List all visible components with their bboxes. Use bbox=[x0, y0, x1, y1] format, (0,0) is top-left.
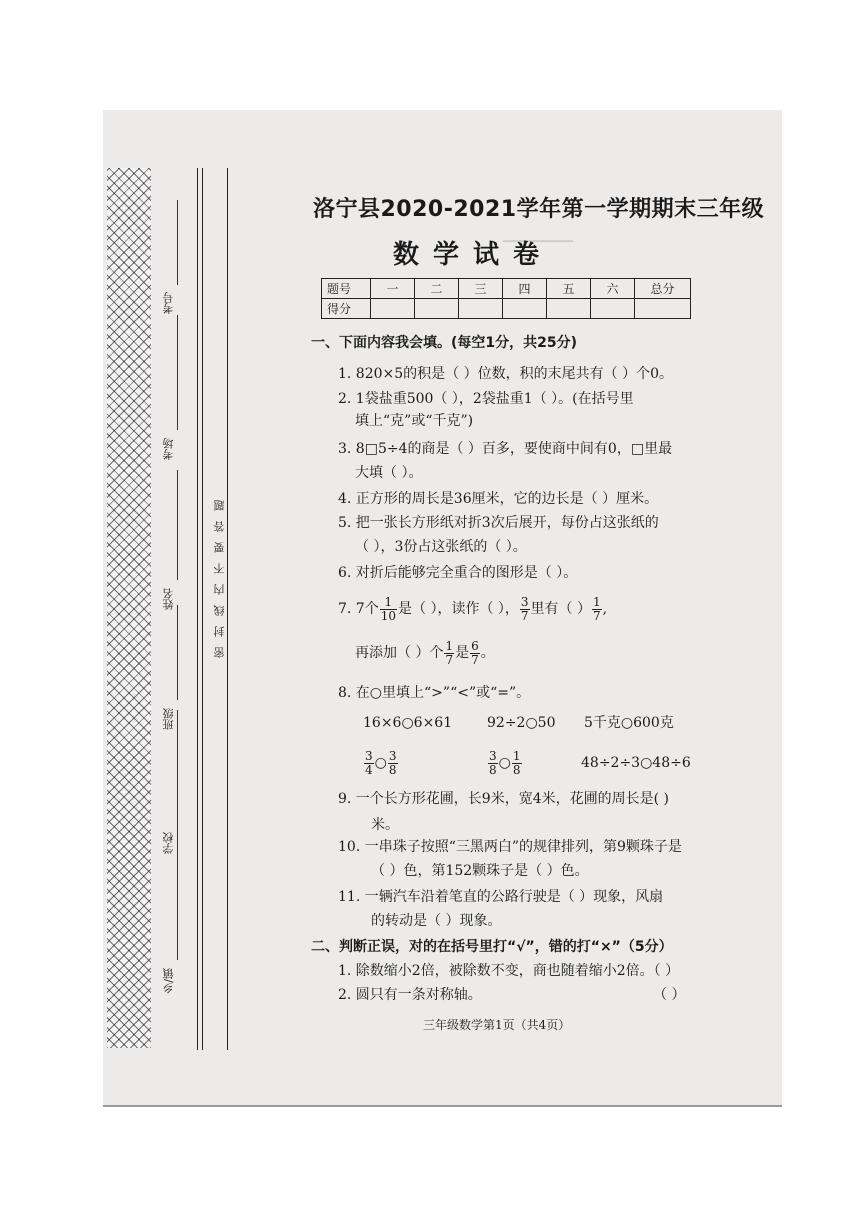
fraction-one-seventh bbox=[592, 596, 602, 623]
fraction-numerator: 3 bbox=[520, 594, 529, 609]
fraction-denominator: 7 bbox=[593, 608, 601, 623]
q8-item-f: 48÷2÷3○48÷6 bbox=[581, 755, 691, 771]
score-cell: 题号 bbox=[322, 279, 371, 299]
q8-item-b: 92÷2○50 bbox=[487, 715, 556, 731]
score-cell: 总分 bbox=[635, 279, 691, 299]
question-2-line-1: 2. 1袋盐重500（ ），2袋盐重1（ ）。(在括号里 bbox=[338, 391, 634, 407]
label-name: 姓名 bbox=[162, 588, 175, 610]
fraction-denominator: 4 bbox=[365, 762, 373, 777]
q8-item-c: 5千克○600克 bbox=[584, 715, 674, 731]
exam-room-fill-line bbox=[177, 315, 178, 430]
question-2-line-2: 填上“克”或“千克”) bbox=[355, 413, 474, 429]
score-cell bbox=[459, 299, 503, 319]
label-school: 学校 bbox=[162, 832, 175, 854]
fraction-denominator: 8 bbox=[388, 762, 397, 777]
score-cell: 四 bbox=[503, 279, 547, 299]
score-cell: 五 bbox=[547, 279, 591, 299]
score-cell bbox=[503, 299, 547, 319]
fraction-numerator: 3 bbox=[388, 748, 397, 763]
exam-title: 洛宁县2020-2021学年第一学期期末三年级 bbox=[313, 197, 765, 222]
binding-hatch-pattern bbox=[107, 168, 151, 1048]
score-cell: 三 bbox=[459, 279, 503, 299]
fraction-three-eighths bbox=[388, 750, 398, 777]
judge-question-1: 1. 除数缩小2倍，被除数不变，商也随着缩小2倍。（ ） bbox=[338, 963, 680, 979]
fraction-numerator: 3 bbox=[365, 748, 373, 763]
score-cell: 一 bbox=[371, 279, 415, 299]
q8-item-e bbox=[487, 746, 523, 780]
q7-line2-prefix: 再添加（ ）个 bbox=[355, 645, 444, 661]
fraction-one-seventh bbox=[444, 640, 454, 667]
scan-bottom-edge bbox=[103, 1105, 782, 1107]
fraction-numerator: 3 bbox=[489, 748, 497, 763]
fraction-denominator: 10 bbox=[380, 608, 396, 623]
section-2-heading: 二、判断正误，对的在括号里打“√”，错的打“×”（5分） bbox=[311, 939, 673, 955]
question-7-line-1: 7. 7个 $\frac{1}{10}$ 是（ ），读作（ ）， $\frac{3}{7}$ 里有（ ） $\frac{1}{7}$ , bbox=[338, 594, 608, 623]
q7-prefix: 7. 7个 bbox=[338, 601, 379, 617]
score-cell bbox=[591, 299, 635, 319]
score-cell bbox=[635, 299, 691, 319]
question-11-line-2: 的转动是（ ）现象。 bbox=[371, 913, 502, 929]
compare-circle: ○ bbox=[374, 755, 387, 771]
fraction-denominator: 7 bbox=[471, 652, 479, 667]
question-9-line-2: 米。 bbox=[371, 817, 399, 833]
exam-subtitle: 数学试卷 bbox=[393, 240, 554, 270]
q7-mid-2: 里有（ ） bbox=[530, 601, 591, 617]
score-cell: 六 bbox=[591, 279, 635, 299]
fraction-one-tenth bbox=[380, 596, 397, 623]
bleed-through-mark: ▁▁▁▁▁▁▁ bbox=[503, 228, 573, 243]
scanned-exam-page bbox=[103, 110, 782, 1106]
fraction-three-sevenths bbox=[520, 596, 530, 623]
name-fill-line bbox=[177, 470, 178, 580]
class-fill-line bbox=[177, 605, 178, 700]
page-footer: 三年级数学第1页（共4页） bbox=[423, 1018, 571, 1032]
label-township: 乡/镇 bbox=[162, 968, 175, 994]
label-exam-number: 考号 bbox=[162, 292, 175, 314]
question-7-line-2 bbox=[355, 638, 495, 668]
binding-line-middle bbox=[202, 168, 203, 1050]
fraction-denominator: 7 bbox=[445, 652, 454, 667]
q7-mid-1: 是（ ），读作（ ）， bbox=[398, 601, 519, 617]
label-class: 班级 bbox=[162, 708, 175, 730]
score-table-header-row bbox=[322, 279, 691, 299]
section-1-heading: 一、下面内容我会填。(每空1分，共25分) bbox=[311, 335, 578, 351]
fraction-numerator: 1 bbox=[445, 638, 454, 653]
question-4: 4. 正方形的周长是36厘米，它的边长是（ ）厘米。 bbox=[338, 491, 659, 507]
question-6: 6. 对折后能够完全重合的图形是（ ）。 bbox=[338, 565, 578, 581]
exam-number-fill-line bbox=[177, 200, 178, 285]
fraction-numerator: 1 bbox=[380, 596, 397, 610]
q8-item-d bbox=[363, 746, 399, 780]
question-5-line-1: 5. 把一张长方形纸对折3次后展开，每份占这张纸的 bbox=[338, 515, 659, 531]
question-3-line-2: 大填（ ）。 bbox=[355, 465, 423, 481]
seal-notice: 密封线内不要答题 bbox=[213, 490, 226, 658]
fraction-three-fourths bbox=[364, 750, 374, 777]
fraction-numerator: 6 bbox=[471, 638, 479, 653]
compare-circle: ○ bbox=[498, 755, 511, 771]
fraction-numerator: 1 bbox=[593, 594, 601, 609]
judge-question-2-paren: （ ） bbox=[653, 987, 686, 1003]
question-10-line-1: 10. 一串珠子按照“三黑两白”的规律排列，第9颗珠子是 bbox=[338, 839, 682, 855]
score-table-score-row bbox=[322, 299, 691, 319]
score-cell bbox=[415, 299, 459, 319]
question-1: 1. 820×5的积是（ ）位数，积的末尾共有（ ）个0。 bbox=[338, 366, 673, 382]
question-3-line-1: 3. 8□5÷4的商是（ ）百多，要使商中间有0，□里最 bbox=[338, 441, 673, 457]
question-5-line-2: （ ），3份占这张纸的（ ）。 bbox=[355, 539, 527, 555]
binding-line-left bbox=[197, 168, 198, 1050]
q7-end: 。 bbox=[480, 645, 495, 661]
score-cell: 二 bbox=[415, 279, 459, 299]
q7-is: 是 bbox=[455, 645, 470, 661]
score-cell: 得分 bbox=[322, 299, 371, 319]
score-cell bbox=[547, 299, 591, 319]
fraction-one-eighth bbox=[512, 750, 522, 777]
question-10-line-2: （ ）色，第152颗珠子是（ ）色。 bbox=[371, 863, 589, 879]
fraction-denominator: 7 bbox=[520, 608, 529, 623]
question-8: 8. 在○里填上“>”“<”或“=”。 bbox=[338, 685, 531, 701]
score-cell bbox=[371, 299, 415, 319]
label-exam-room: 考场 bbox=[162, 438, 175, 460]
fraction-three-eighths bbox=[488, 750, 498, 777]
score-table bbox=[321, 278, 691, 319]
judge-question-2: 2. 圆只有一条对称轴。 bbox=[338, 987, 482, 1003]
question-11-line-1: 11. 一辆汽车沿着笔直的公路行驶是（ ）现象，风扇 bbox=[338, 889, 664, 905]
question-9-line-1: 9. 一个长方形花圃，长9米，宽4米，花圃的周长是( ) bbox=[338, 791, 669, 807]
fraction-denominator: 8 bbox=[489, 762, 497, 777]
fraction-numerator: 1 bbox=[512, 748, 521, 763]
fraction-six-sevenths bbox=[470, 640, 480, 667]
q8-item-a: 16×6○6×61 bbox=[363, 715, 453, 731]
fraction-denominator: 8 bbox=[512, 762, 521, 777]
